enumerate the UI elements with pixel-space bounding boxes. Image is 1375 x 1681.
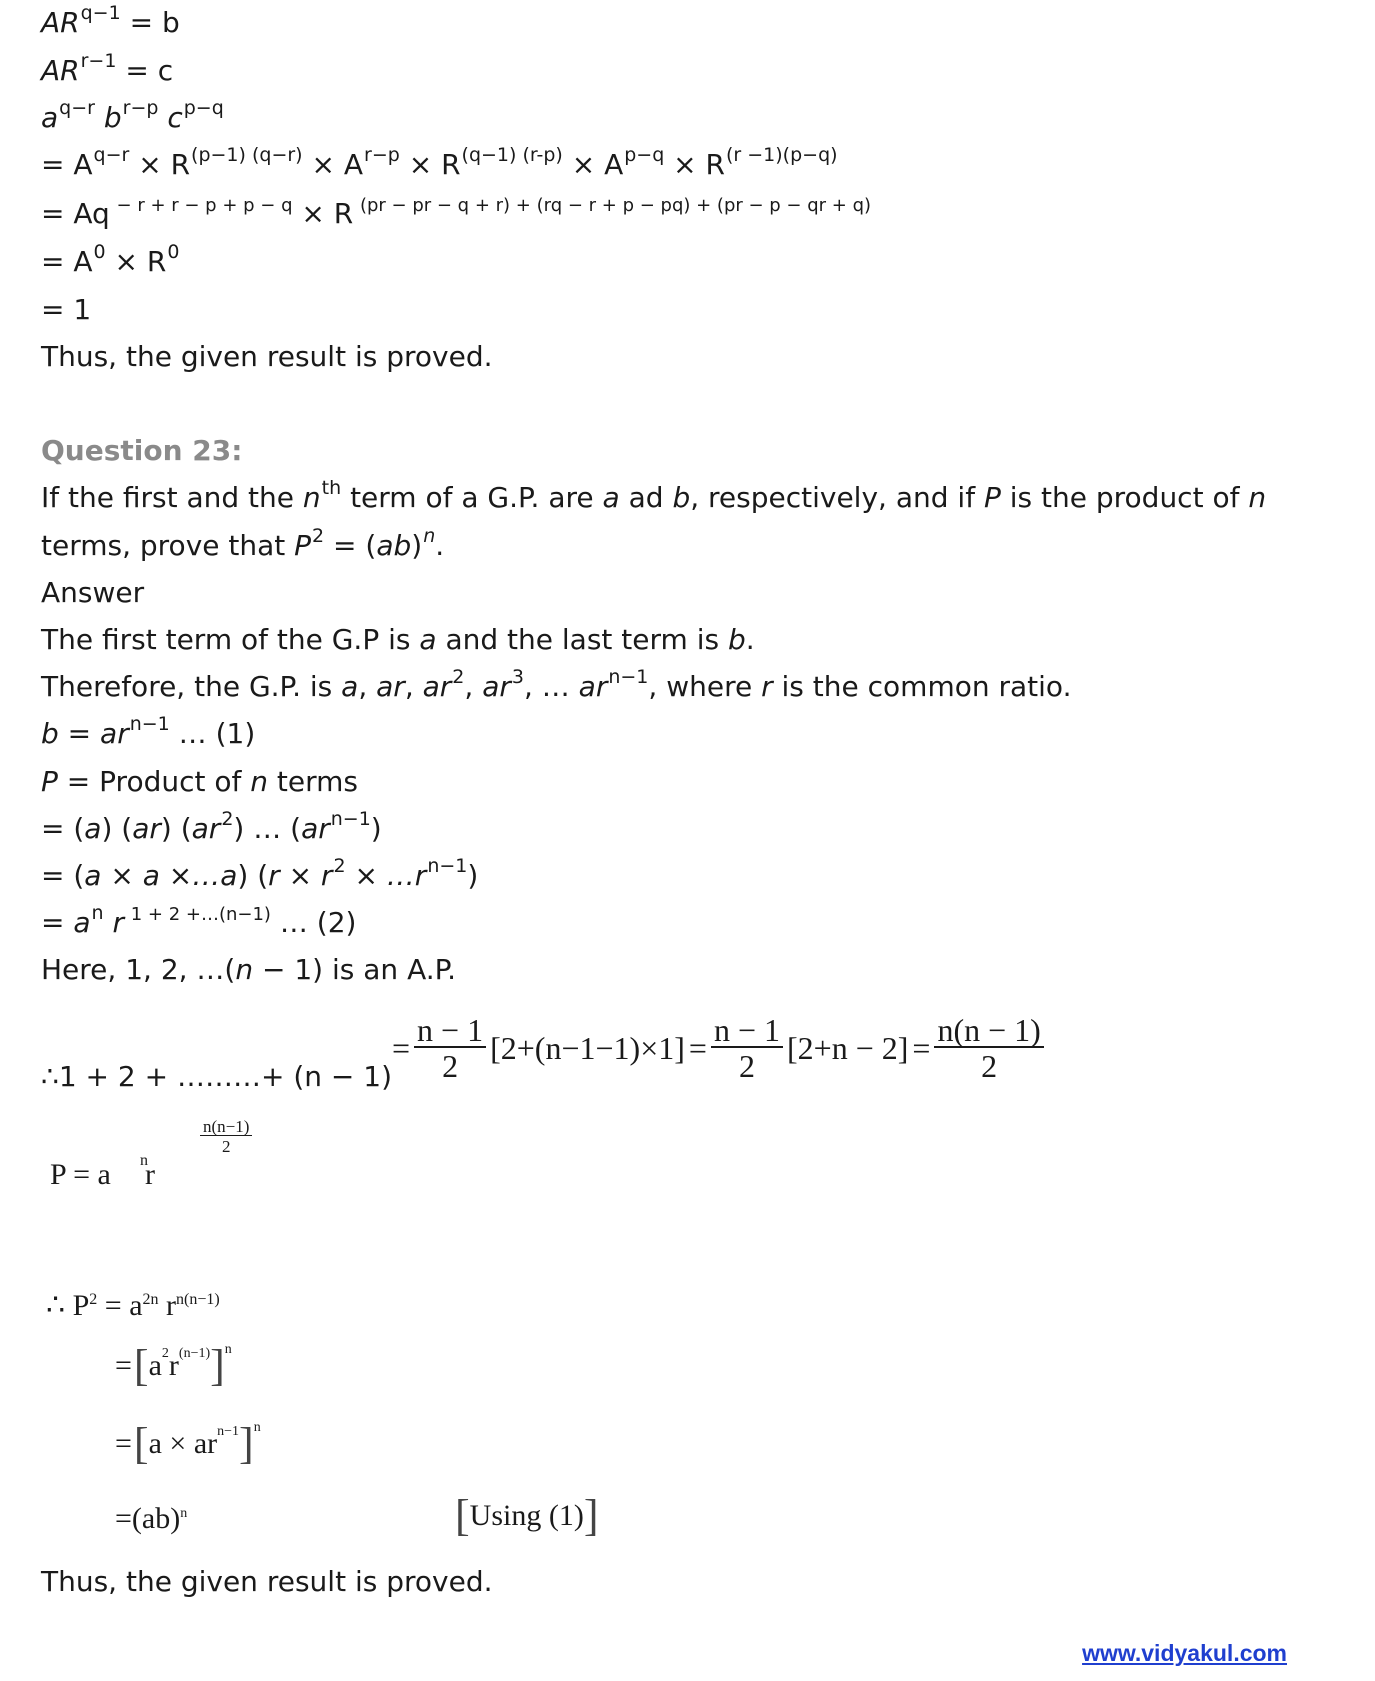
sum-frac-3: $\frac{n(n - 1)}{2}$ [934, 1014, 1043, 1082]
step-1: = [ a $^2$ r $^{(n-1)}$ ] $^n$ [115, 1341, 232, 1390]
vidyakul-link[interactable]: www.vidyakul.com [1082, 1640, 1287, 1666]
answer-line-3: $b = ar^{n-1}$ … (1) [41, 713, 256, 750]
sum-eq-1: = [392, 1029, 411, 1066]
p-equation: P = a n r $\frac{n(n-1)}{2}$ [50, 1118, 250, 1198]
eq-line-4: = $A^{q-r} \times R^{(p-1) (q-r)} \times A^{r-p} \times R^{(q-1) (r-p)} \times A^{p-q} \times R^{(r -1)(p-q)}$ [41, 144, 838, 181]
sum-frac-2: $\frac{n - 1}{2}$ [711, 1014, 783, 1082]
eq-line-1: $AR^{q-1} = b$ [41, 2, 180, 39]
sum-lhs: ∴1 + 2 + ………+ (n − 1) [41, 1060, 392, 1093]
sum-expression [392, 1003, 1044, 1093]
question-heading: Question 23: [41, 434, 243, 467]
answer-label: Answer [41, 576, 145, 609]
eq-line-5: = Aq $^{- r + r - p + p - q}$ × R $^{(pr - pr - q + r) + (rq - r + p - pq) + (pr - p - qr + q)}$ [41, 195, 872, 230]
eq-line-3: $a^{q-r}$ $b^{r-p}$ $c^{p-q}$ [41, 97, 224, 134]
answer-line-7: = $a^n$ r $^{1 + 2 +\dots(n-1)}$ … (2) [41, 902, 357, 939]
sum-bracket-1: [2+(n−1−1)×1] [490, 1029, 685, 1066]
conclusion-2: Thus, the given result is proved. [41, 1565, 493, 1598]
answer-line-4: P = Product of n terms [41, 765, 359, 798]
question-line-2: terms, prove that $P^2 = (ab)^n$. [41, 525, 445, 562]
conclusion-1: Thus, the given result is proved. [41, 340, 493, 373]
answer-line-6: = (a × a ×…a) ($r \times r^2$ × $\dots r^{n-1}$) [41, 855, 479, 892]
p-exponent-frac: $\frac{n(n-1)}{2}$ [200, 1118, 252, 1155]
using-note: [ Using (1) ] [455, 1491, 599, 1540]
sum-eq-3: = [912, 1029, 931, 1066]
sum-eq-2: = [688, 1029, 707, 1066]
p-squared-line: ∴ $P^2 = a^{2n}$ $r^{n(n-1)}$ [46, 1289, 220, 1322]
sum-bracket-2: [2+n − 2] [787, 1029, 909, 1066]
answer-line-5: = (a) (ar) $(ar^2)$ … $(ar^{n-1})$ [41, 808, 382, 845]
answer-line-1: The first term of the G.P is a and the last term is b. [41, 623, 755, 656]
question-line-1: If the first and the $n^{th}$ term of a G.P. are a ad b, respectively, and if P is the product of n [41, 477, 1267, 514]
eq-line-7: = 1 [41, 293, 92, 326]
step-2: = [ a × ar $^{n-1}$ ] $^n$ [115, 1419, 261, 1468]
sum-frac-1: $\frac{n - 1}{2}$ [414, 1014, 486, 1082]
eq-line-2: $AR^{r-1} = c$ [41, 50, 174, 87]
eq-line-6: = $A^0 \times R^0$ [41, 241, 180, 278]
step-3: =(ab)$^n$ [115, 1502, 188, 1535]
answer-line-2: Therefore, the G.P. is a, ar, $ar^2$, $ar^3$, … $ar^{n-1}$, where r is the common ratio. [41, 666, 1072, 703]
answer-line-8: Here, 1, 2, …(n − 1) is an A.P. [41, 953, 457, 986]
